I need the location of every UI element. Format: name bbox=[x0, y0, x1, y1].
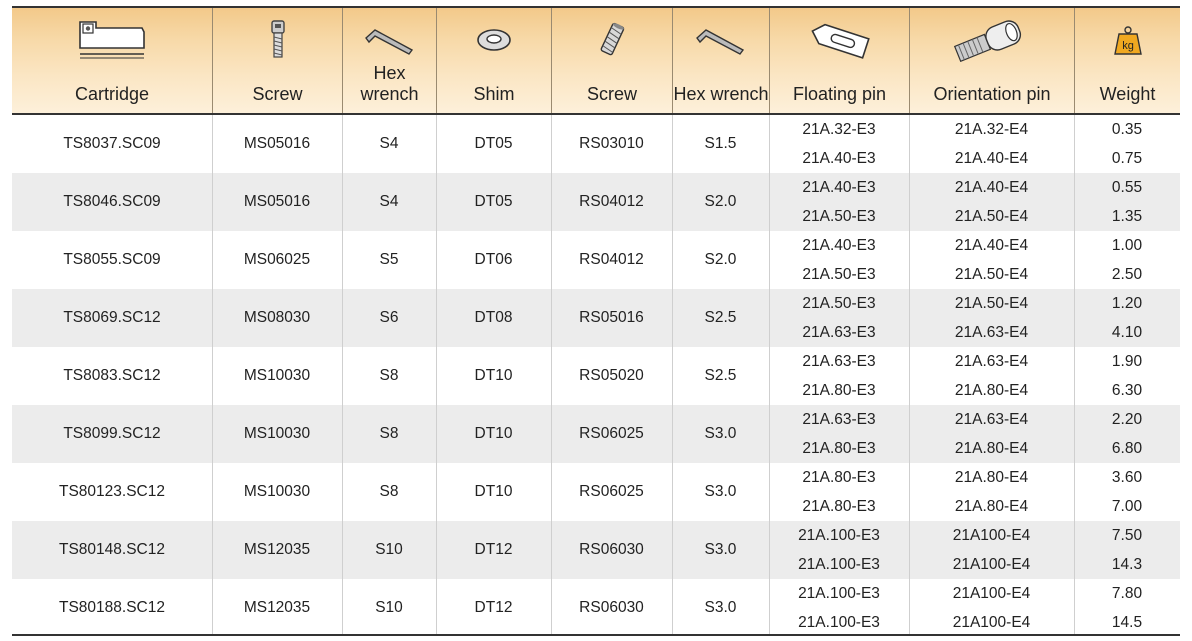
column-header-label: Cartridge bbox=[74, 84, 150, 104]
orientation-pin-cell-value: 21A.63-E4 bbox=[954, 411, 1029, 428]
cartridge-cell: TS8046.SC09 bbox=[63, 193, 161, 210]
small-hex-wrench-cell: S3.0 bbox=[704, 483, 737, 500]
weight-cell-value: 6.30 bbox=[1111, 382, 1143, 399]
weight-cell bbox=[1074, 463, 1180, 521]
column-header-label: Weight bbox=[1099, 84, 1156, 104]
weight-cell-value: 7.80 bbox=[1111, 585, 1143, 602]
orientation-pin-cell-value: 21A100-E4 bbox=[952, 585, 1031, 602]
column-header bbox=[12, 8, 212, 113]
orientation-pin-cell-value: 21A.80-E4 bbox=[954, 498, 1029, 515]
table-row bbox=[12, 173, 1180, 231]
weight-cell-value: 1.20 bbox=[1111, 295, 1143, 312]
hex-wrench-cell: S4 bbox=[379, 135, 399, 152]
orientation-pin-cell-value: 21A100-E4 bbox=[952, 614, 1031, 631]
orientation-pin-cell-value: 21A.80-E4 bbox=[954, 382, 1029, 399]
cartridge-icon bbox=[12, 18, 212, 62]
set-screw-cell: RS06025 bbox=[579, 425, 644, 442]
shim-cell: DT10 bbox=[474, 367, 513, 384]
floating-pin-cell-value: 21A.63-E3 bbox=[802, 353, 876, 370]
floating-pin-cell-value: 21A.100-E3 bbox=[798, 585, 880, 602]
orientation-pin-cell-value: 21A100-E4 bbox=[952, 556, 1031, 573]
weight-icon-kg-text: kg bbox=[1121, 40, 1134, 52]
column-header bbox=[1074, 8, 1180, 113]
weight-cell-value: 0.75 bbox=[1111, 150, 1143, 167]
weight-cell-value: 14.3 bbox=[1111, 556, 1143, 573]
floating-pin-cell-value: 21A.63-E3 bbox=[802, 324, 876, 341]
floating-pin-cell bbox=[769, 231, 909, 289]
orientation-pin-icon bbox=[910, 18, 1074, 62]
set-screw-cell: RS04012 bbox=[579, 193, 644, 210]
weight-cell bbox=[1074, 173, 1180, 231]
screw-cell: MS10030 bbox=[243, 483, 311, 500]
cartridge-cell: TS8099.SC12 bbox=[63, 425, 161, 442]
screw-icon bbox=[213, 18, 342, 62]
small-hex-wrench-cell: S3.0 bbox=[704, 541, 737, 558]
weight-cell-value: 3.60 bbox=[1111, 469, 1143, 486]
hex-wrench-icon bbox=[343, 18, 436, 62]
column-header bbox=[551, 8, 672, 113]
table-row bbox=[12, 405, 1180, 463]
column-divider bbox=[436, 115, 437, 634]
hex-wrench-cell: S10 bbox=[375, 541, 403, 558]
floating-pin-cell-value: 21A.100-E3 bbox=[798, 614, 880, 631]
small-hex-wrench-cell: S2.5 bbox=[704, 367, 737, 384]
shim-cell: DT08 bbox=[474, 309, 513, 326]
set-screw-icon bbox=[552, 18, 672, 62]
weight-cell bbox=[1074, 231, 1180, 289]
orientation-pin-cell bbox=[909, 463, 1074, 521]
column-header-label: Screw bbox=[586, 84, 637, 104]
hex-wrench-cell: S8 bbox=[379, 367, 399, 384]
floating-pin-cell bbox=[769, 115, 909, 173]
column-header-label: Screw bbox=[252, 84, 303, 104]
weight-cell-value: 7.00 bbox=[1111, 498, 1143, 515]
cartridge-cell: TS80188.SC12 bbox=[59, 599, 165, 616]
table-row bbox=[12, 347, 1180, 405]
table-row bbox=[12, 463, 1180, 521]
column-header bbox=[769, 8, 909, 113]
floating-pin-cell bbox=[769, 521, 909, 579]
table-row bbox=[12, 579, 1180, 637]
weight-cell-value: 0.55 bbox=[1111, 179, 1143, 196]
floating-pin-cell-value: 21A.50-E3 bbox=[802, 208, 876, 225]
floating-pin-cell-value: 21A.50-E3 bbox=[802, 266, 876, 283]
column-header bbox=[672, 8, 769, 113]
column-divider bbox=[212, 115, 213, 634]
shim-icon bbox=[437, 18, 551, 62]
set-screw-cell: RS06025 bbox=[579, 483, 644, 500]
hex-wrench-cell: S4 bbox=[379, 193, 399, 210]
floating-pin-cell-value: 21A.80-E3 bbox=[802, 498, 876, 515]
cartridge-cell: TS8037.SC09 bbox=[63, 135, 161, 152]
orientation-pin-cell bbox=[909, 173, 1074, 231]
column-header-label: Hex wrench bbox=[673, 84, 769, 104]
floating-pin-cell-value: 21A.80-E3 bbox=[802, 469, 876, 486]
floating-pin-icon bbox=[770, 18, 909, 62]
floating-pin-cell-value: 21A.63-E3 bbox=[802, 411, 876, 428]
column-header-label: Orientation pin bbox=[933, 84, 1051, 104]
screw-cell: MS05016 bbox=[243, 135, 311, 152]
floating-pin-cell bbox=[769, 289, 909, 347]
column-divider bbox=[551, 115, 552, 634]
set-screw-cell: RS05020 bbox=[579, 367, 644, 384]
weight-cell-value: 2.20 bbox=[1111, 411, 1143, 428]
small-hex-wrench-cell: S3.0 bbox=[704, 425, 737, 442]
floating-pin-cell-value: 21A.80-E3 bbox=[802, 440, 876, 457]
set-screw-cell: RS05016 bbox=[579, 309, 644, 326]
weight-cell bbox=[1074, 579, 1180, 637]
screw-cell: MS05016 bbox=[243, 193, 311, 210]
weight-cell-value: 14.5 bbox=[1111, 614, 1143, 631]
table-row bbox=[12, 289, 1180, 347]
orientation-pin-cell bbox=[909, 579, 1074, 637]
small-hex-wrench-cell: S2.0 bbox=[704, 193, 737, 210]
shim-cell: DT12 bbox=[474, 599, 513, 616]
floating-pin-cell-value: 21A.50-E3 bbox=[802, 295, 876, 312]
column-header bbox=[436, 8, 551, 113]
floating-pin-cell-value: 21A.100-E3 bbox=[798, 527, 880, 544]
set-screw-cell: RS06030 bbox=[579, 599, 644, 616]
column-header-label: Shim bbox=[473, 84, 515, 104]
cartridge-cell: TS8069.SC12 bbox=[63, 309, 161, 326]
hex-wrench-cell: S8 bbox=[379, 425, 399, 442]
weight-cell-value: 2.50 bbox=[1111, 266, 1143, 283]
cartridge-cell: TS80148.SC12 bbox=[59, 541, 165, 558]
screw-cell: MS10030 bbox=[243, 425, 311, 442]
floating-pin-cell bbox=[769, 579, 909, 637]
hex-wrench-cell: S10 bbox=[375, 599, 403, 616]
screw-cell: MS12035 bbox=[243, 599, 311, 616]
shim-cell: DT10 bbox=[474, 483, 513, 500]
screw-cell: MS06025 bbox=[243, 251, 311, 268]
table-bottom-rule bbox=[12, 634, 1180, 636]
orientation-pin-cell bbox=[909, 231, 1074, 289]
screw-cell: MS08030 bbox=[243, 309, 311, 326]
small-hex-wrench-cell: S3.0 bbox=[704, 599, 737, 616]
cartridge-cell: TS8055.SC09 bbox=[63, 251, 161, 268]
weight-cell-value: 1.90 bbox=[1111, 353, 1143, 370]
weight-icon bbox=[1075, 18, 1180, 62]
orientation-pin-cell-value: 21A.50-E4 bbox=[954, 266, 1029, 283]
hex-wrench-cell: S8 bbox=[379, 483, 399, 500]
shim-cell: DT10 bbox=[474, 425, 513, 442]
screw-cell: MS10030 bbox=[243, 367, 311, 384]
small-hex-wrench-cell: S1.5 bbox=[704, 135, 737, 152]
table-header bbox=[12, 6, 1180, 115]
column-divider bbox=[672, 115, 673, 634]
table-row bbox=[12, 115, 1180, 173]
floating-pin-cell-value: 21A.32-E3 bbox=[802, 121, 876, 138]
floating-pin-cell bbox=[769, 405, 909, 463]
orientation-pin-cell-value: 21A.32-E4 bbox=[954, 121, 1029, 138]
orientation-pin-cell bbox=[909, 289, 1074, 347]
orientation-pin-cell-value: 21A.80-E4 bbox=[954, 469, 1029, 486]
shim-cell: DT05 bbox=[474, 135, 513, 152]
weight-cell-value: 1.00 bbox=[1111, 237, 1143, 254]
orientation-pin-cell bbox=[909, 521, 1074, 579]
weight-cell bbox=[1074, 115, 1180, 173]
floating-pin-cell-value: 21A.80-E3 bbox=[802, 382, 876, 399]
orientation-pin-cell-value: 21A.50-E4 bbox=[954, 295, 1029, 312]
weight-cell-value: 4.10 bbox=[1111, 324, 1143, 341]
orientation-pin-cell bbox=[909, 405, 1074, 463]
shim-cell: DT05 bbox=[474, 193, 513, 210]
weight-cell bbox=[1074, 289, 1180, 347]
table-row bbox=[12, 231, 1180, 289]
floating-pin-cell-value: 21A.100-E3 bbox=[798, 556, 880, 573]
orientation-pin-cell-value: 21A.40-E4 bbox=[954, 237, 1029, 254]
weight-cell-value: 0.35 bbox=[1111, 121, 1143, 138]
floating-pin-cell-value: 21A.40-E3 bbox=[802, 237, 876, 254]
column-header bbox=[342, 8, 436, 113]
floating-pin-cell-value: 21A.40-E3 bbox=[802, 150, 876, 167]
orientation-pin-cell bbox=[909, 347, 1074, 405]
shim-cell: DT06 bbox=[474, 251, 513, 268]
floating-pin-cell bbox=[769, 173, 909, 231]
floating-pin-cell bbox=[769, 347, 909, 405]
hex-wrench-cell: S5 bbox=[379, 251, 399, 268]
column-divider bbox=[909, 115, 910, 634]
floating-pin-cell bbox=[769, 463, 909, 521]
weight-cell bbox=[1074, 405, 1180, 463]
weight-cell bbox=[1074, 347, 1180, 405]
set-screw-cell: RS03010 bbox=[579, 135, 644, 152]
orientation-pin-cell bbox=[909, 115, 1074, 173]
set-screw-cell: RS04012 bbox=[579, 251, 644, 268]
column-divider bbox=[1074, 115, 1075, 634]
column-header-label: Floating pin bbox=[792, 84, 887, 104]
hex-wrench-cell: S6 bbox=[379, 309, 399, 326]
column-divider bbox=[342, 115, 343, 634]
orientation-pin-cell-value: 21A100-E4 bbox=[952, 527, 1031, 544]
weight-cell-value: 6.80 bbox=[1111, 440, 1143, 457]
small-hex-wrench-cell: S2.5 bbox=[704, 309, 737, 326]
orientation-pin-cell-value: 21A.63-E4 bbox=[954, 324, 1029, 341]
orientation-pin-cell-value: 21A.40-E4 bbox=[954, 179, 1029, 196]
set-screw-cell: RS06030 bbox=[579, 541, 644, 558]
hex-wrench-icon bbox=[673, 18, 769, 62]
column-divider bbox=[769, 115, 770, 634]
orientation-pin-cell-value: 21A.80-E4 bbox=[954, 440, 1029, 457]
cartridge-cell: TS80123.SC12 bbox=[59, 483, 165, 500]
floating-pin-cell-value: 21A.40-E3 bbox=[802, 179, 876, 196]
screw-cell: MS12035 bbox=[243, 541, 311, 558]
orientation-pin-cell-value: 21A.40-E4 bbox=[954, 150, 1029, 167]
weight-cell-value: 7.50 bbox=[1111, 527, 1143, 544]
table-row bbox=[12, 521, 1180, 579]
small-hex-wrench-cell: S2.0 bbox=[704, 251, 737, 268]
weight-cell-value: 1.35 bbox=[1111, 208, 1143, 225]
orientation-pin-cell-value: 21A.63-E4 bbox=[954, 353, 1029, 370]
cartridge-cell: TS8083.SC12 bbox=[63, 367, 161, 384]
shim-cell: DT12 bbox=[474, 541, 513, 558]
column-header bbox=[909, 8, 1074, 113]
spare-parts-table bbox=[12, 6, 1180, 636]
column-header-label: Hex wrench bbox=[360, 63, 419, 104]
weight-cell bbox=[1074, 521, 1180, 579]
column-header bbox=[212, 8, 342, 113]
orientation-pin-cell-value: 21A.50-E4 bbox=[954, 208, 1029, 225]
